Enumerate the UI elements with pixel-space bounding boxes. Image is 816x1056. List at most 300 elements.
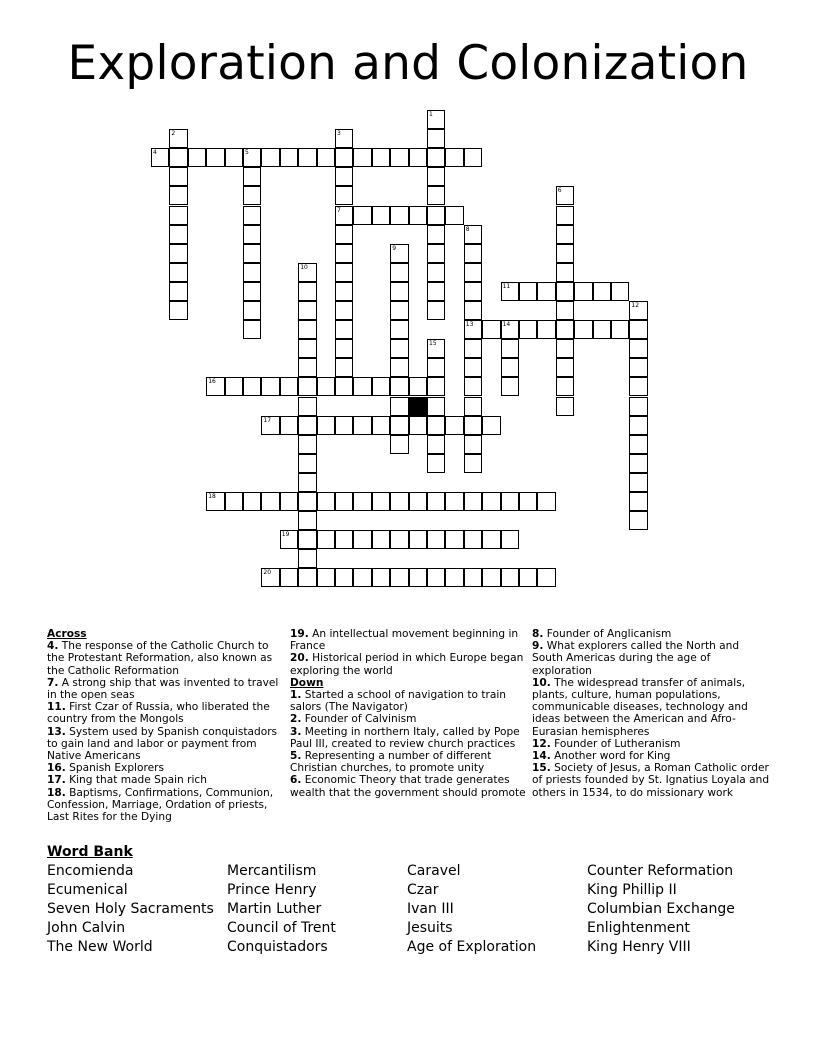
- word-bank-item: The New World: [47, 939, 153, 955]
- grid-cell[interactable]: [206, 148, 224, 167]
- grid-cell[interactable]: [629, 416, 647, 435]
- grid-cell[interactable]: [261, 148, 279, 167]
- grid-cell[interactable]: [593, 320, 611, 339]
- clue-text: King that made Spain rich: [69, 774, 207, 787]
- grid-cell[interactable]: [556, 206, 574, 225]
- grid-cell[interactable]: [427, 167, 445, 186]
- clue-number: 3: [337, 130, 341, 138]
- grid-cell[interactable]: [390, 282, 408, 301]
- grid-cell[interactable]: [464, 492, 482, 511]
- grid-cell[interactable]: [445, 492, 463, 511]
- grid-cell[interactable]: [556, 244, 574, 263]
- clue-down: [532, 628, 770, 640]
- grid-cell[interactable]: [169, 206, 187, 225]
- grid-cell[interactable]: [280, 148, 298, 167]
- grid-cell[interactable]: [169, 129, 187, 148]
- grid-cell[interactable]: [427, 263, 445, 282]
- clue-num: 7.: [47, 676, 59, 689]
- grid-cell[interactable]: [261, 492, 279, 511]
- grid-cell[interactable]: [445, 568, 463, 587]
- grid-cell[interactable]: [427, 244, 445, 263]
- word-bank-item: Seven Holy Sacraments: [47, 901, 214, 917]
- grid-cell[interactable]: [464, 568, 482, 587]
- clue-num: 9.: [532, 640, 544, 653]
- grid-cell[interactable]: [445, 206, 463, 225]
- grid-cell[interactable]: [629, 377, 647, 396]
- grid-cell[interactable]: [298, 416, 316, 435]
- grid-cell[interactable]: [243, 263, 261, 282]
- grid-cell[interactable]: [390, 435, 408, 454]
- clue-across: [47, 762, 285, 774]
- grid-cell[interactable]: [243, 186, 261, 205]
- grid-cell[interactable]: [629, 339, 647, 358]
- grid-cell[interactable]: [206, 492, 224, 511]
- word-bank-item: Enlightenment: [587, 920, 690, 936]
- grid-cell[interactable]: [335, 320, 353, 339]
- clue-num: 14.: [532, 750, 551, 763]
- grid-cell[interactable]: [556, 358, 574, 377]
- grid-cell[interactable]: [243, 301, 261, 320]
- grid-cell[interactable]: [629, 511, 647, 530]
- clue-text: The response of the Catholic Church to the Protestant Reformation, also known as the Catholic Reformation: [47, 640, 273, 677]
- grid-cell[interactable]: [574, 282, 592, 301]
- grid-cell[interactable]: [390, 492, 408, 511]
- grid-cell[interactable]: [629, 397, 647, 416]
- clue-down: [290, 774, 528, 798]
- grid-cell[interactable]: [464, 301, 482, 320]
- grid-cell[interactable]: [445, 530, 463, 549]
- clue-number: 4: [153, 149, 157, 157]
- clue-across: [47, 726, 285, 763]
- grid-cell[interactable]: [464, 244, 482, 263]
- clue-across: [47, 640, 285, 677]
- grid-cell[interactable]: [335, 186, 353, 205]
- grid-cell[interactable]: [317, 416, 335, 435]
- grid-cell[interactable]: [372, 377, 390, 396]
- grid-cell[interactable]: [261, 416, 279, 435]
- clues-column-3: [532, 628, 770, 799]
- grid-cell[interactable]: [169, 225, 187, 244]
- clue-number: 12: [631, 302, 640, 309]
- clue-across: [47, 701, 285, 725]
- grid-cell[interactable]: [629, 320, 647, 339]
- grid-cell[interactable]: [537, 492, 555, 511]
- grid-cell[interactable]: [298, 511, 316, 530]
- grid-cell[interactable]: [317, 530, 335, 549]
- grid-cell[interactable]: [390, 263, 408, 282]
- grid-cell[interactable]: [188, 148, 206, 167]
- grid-cell[interactable]: [335, 206, 353, 225]
- grid-cell[interactable]: [629, 454, 647, 473]
- clue-number: 14: [502, 321, 511, 329]
- grid-cell[interactable]: [298, 358, 316, 377]
- grid-cell[interactable]: [335, 148, 353, 167]
- grid-cell[interactable]: [298, 530, 316, 549]
- clue-num: 3.: [290, 725, 302, 738]
- grid-cell[interactable]: [280, 492, 298, 511]
- grid-cell[interactable]: [169, 301, 187, 320]
- grid-cell[interactable]: [335, 244, 353, 263]
- clue-down: [532, 750, 770, 762]
- clue-text: Founder of Lutheranism: [554, 737, 681, 750]
- grid-cell[interactable]: [501, 282, 519, 301]
- grid-cell[interactable]: [556, 377, 574, 396]
- grid-cell[interactable]: [629, 435, 647, 454]
- grid-cell[interactable]: [427, 339, 445, 358]
- grid-cell[interactable]: [482, 416, 500, 435]
- grid-cell[interactable]: [464, 282, 482, 301]
- word-bank-item: John Calvin: [47, 920, 126, 936]
- grid-cell[interactable]: [353, 568, 371, 587]
- clue-num: 17.: [47, 774, 66, 787]
- word-bank-item: Jesuits: [407, 920, 453, 936]
- grid-cell[interactable]: [445, 148, 463, 167]
- clue-text: Meeting in northern Italy, called by Pope Paul III, created to review church practices: [290, 725, 520, 750]
- grid-cell[interactable]: [372, 148, 390, 167]
- grid-cell[interactable]: [206, 377, 224, 396]
- grid-cell[interactable]: [501, 358, 519, 377]
- grid-cell[interactable]: [243, 492, 261, 511]
- grid-cell[interactable]: [409, 530, 427, 549]
- grid-cell[interactable]: [427, 301, 445, 320]
- grid-cell[interactable]: [556, 282, 574, 301]
- grid-cell[interactable]: [427, 225, 445, 244]
- grid-cell[interactable]: [501, 568, 519, 587]
- grid-cell[interactable]: [409, 377, 427, 396]
- clue-text: A strong ship that was invented to travel in the open seas: [47, 676, 279, 702]
- grid-cell[interactable]: [372, 416, 390, 435]
- clue-number: 15: [429, 340, 437, 348]
- grid-cell[interactable]: [501, 492, 519, 511]
- grid-cell[interactable]: [298, 263, 316, 282]
- grid-cell[interactable]: [409, 492, 427, 511]
- clue-number: 2: [171, 130, 176, 138]
- grid-cell[interactable]: [464, 320, 482, 339]
- grid-cell[interactable]: [353, 377, 371, 396]
- clue-num: 11.: [47, 701, 66, 714]
- grid-cell[interactable]: [169, 263, 187, 282]
- grid-cell[interactable]: [427, 568, 445, 587]
- clue-number: 19: [281, 531, 290, 539]
- grid-cell[interactable]: [427, 377, 445, 396]
- clue-text: Another word for King: [554, 750, 671, 763]
- grid-cell[interactable]: [243, 282, 261, 301]
- grid-cell[interactable]: [298, 435, 316, 454]
- clue-num: 10.: [532, 676, 551, 689]
- grid-cell[interactable]: [537, 568, 555, 587]
- grid-cell[interactable]: [335, 339, 353, 358]
- grid-cell[interactable]: [464, 339, 482, 358]
- grid-cell[interactable]: [225, 148, 243, 167]
- grid-cell[interactable]: [519, 492, 537, 511]
- grid-cell[interactable]: [629, 473, 647, 492]
- grid-cell[interactable]: [298, 301, 316, 320]
- grid-cell[interactable]: [501, 377, 519, 396]
- grid-cell[interactable]: [317, 377, 335, 396]
- clue-num: 19.: [290, 628, 309, 640]
- clue-num: 20.: [290, 652, 309, 665]
- grid-cell[interactable]: [390, 397, 408, 416]
- grid-cell[interactable]: [280, 416, 298, 435]
- grid-cell[interactable]: [390, 339, 408, 358]
- grid-cell[interactable]: [353, 148, 371, 167]
- grid-cell[interactable]: [629, 301, 647, 320]
- grid-cell[interactable]: [427, 358, 445, 377]
- grid-cell[interactable]: [409, 568, 427, 587]
- grid-cell[interactable]: [574, 320, 592, 339]
- grid-cell[interactable]: [519, 568, 537, 587]
- grid-cell[interactable]: [169, 148, 187, 167]
- grid-cell[interactable]: [335, 568, 353, 587]
- grid-cell[interactable]: [335, 492, 353, 511]
- grid-cell[interactable]: [280, 530, 298, 549]
- grid-cell[interactable]: [169, 282, 187, 301]
- grid-cell[interactable]: [335, 129, 353, 148]
- grid-cell[interactable]: [261, 377, 279, 396]
- clue-number: 16: [208, 378, 216, 386]
- grid-cell[interactable]: [169, 167, 187, 186]
- clue-text: First Czar of Russia, who liberated the country from the Mongols: [47, 701, 270, 726]
- grid-cell[interactable]: [390, 358, 408, 377]
- grid-cell[interactable]: [611, 320, 629, 339]
- grid-cell[interactable]: [519, 282, 537, 301]
- grid-cell[interactable]: [390, 301, 408, 320]
- grid-cell[interactable]: [243, 377, 261, 396]
- grid-cell[interactable]: [317, 568, 335, 587]
- grid-cell[interactable]: [390, 206, 408, 225]
- grid-cell[interactable]: [169, 186, 187, 205]
- grid-cell[interactable]: [501, 339, 519, 358]
- grid-cell[interactable]: [556, 263, 574, 282]
- grid-cell[interactable]: [409, 148, 427, 167]
- grid-cell[interactable]: [298, 568, 316, 587]
- grid-cell[interactable]: [335, 416, 353, 435]
- grid-cell[interactable]: [390, 416, 408, 435]
- clue-number: 11: [502, 282, 511, 290]
- grid-cell[interactable]: [537, 282, 555, 301]
- clue-text: Baptisms, Confirmations, Communion, Confession, Marriage, Ordation of priests, Last Rites for the Dying: [47, 786, 274, 824]
- grid-cell[interactable]: [169, 244, 187, 263]
- grid-cell[interactable]: [335, 377, 353, 396]
- grid-cell[interactable]: [151, 148, 169, 167]
- clue-across: [47, 677, 285, 701]
- clue-text: The widespread transfer of animals, plants, culture, human populations, communicable diseases, technology and ideas between the American and Afro-Eurasian hemispheres: [532, 676, 748, 738]
- clue-number: 6: [557, 187, 562, 195]
- grid-cell[interactable]: [556, 301, 574, 320]
- grid-cell[interactable]: [427, 435, 445, 454]
- word-bank-item: Council of Trent: [227, 920, 336, 936]
- grid-cell[interactable]: [427, 454, 445, 473]
- clue-number: 1: [429, 111, 433, 118]
- clues-column-2: [290, 628, 528, 799]
- grid-cell[interactable]: [298, 492, 316, 511]
- word-bank-item: Encomienda: [47, 863, 134, 879]
- word-bank-item: Counter Reformation: [587, 863, 734, 879]
- grid-cell[interactable]: [390, 244, 408, 263]
- word-bank-item: Age of Exploration: [407, 939, 537, 955]
- clue-text: Society of Jesus, a Roman Catholic order of priests founded by St. Ignatius Loyala and others in 1534, to do missionary work: [532, 762, 770, 799]
- grid-cell[interactable]: [335, 282, 353, 301]
- word-bank-column: [587, 862, 735, 957]
- grid-cell[interactable]: [298, 320, 316, 339]
- word-bank-column: [47, 862, 214, 957]
- grid-cell[interactable]: [390, 568, 408, 587]
- grid-cell[interactable]: [298, 549, 316, 568]
- grid-cell[interactable]: [390, 530, 408, 549]
- grid-cell[interactable]: [427, 397, 445, 416]
- grid-cell[interactable]: [427, 110, 445, 129]
- grid-cell[interactable]: [427, 148, 445, 167]
- grid-cell[interactable]: [280, 568, 298, 587]
- clue-down: [532, 762, 770, 799]
- clue-number: 7: [337, 206, 341, 214]
- grid-cell[interactable]: [427, 492, 445, 511]
- clue-num: 1.: [290, 689, 302, 702]
- clue-down: [532, 677, 770, 738]
- grid-cell[interactable]: [482, 530, 500, 549]
- clue-number: 13: [465, 321, 474, 329]
- grid-cell[interactable]: [335, 358, 353, 377]
- grid-cell[interactable]: [427, 186, 445, 205]
- grid-cell[interactable]: [243, 320, 261, 339]
- word-bank-item: Czar: [407, 882, 439, 898]
- grid-cell[interactable]: [280, 377, 298, 396]
- word-bank-item: Ecumenical: [47, 882, 128, 898]
- grid-cell[interactable]: [409, 416, 427, 435]
- grid-cell[interactable]: [464, 263, 482, 282]
- grid-cell[interactable]: [390, 320, 408, 339]
- grid-cell[interactable]: [298, 397, 316, 416]
- word-bank-title: Word Bank: [47, 844, 133, 860]
- grid-cell[interactable]: [298, 454, 316, 473]
- clue-num: 4.: [47, 640, 59, 653]
- grid-cell[interactable]: [556, 225, 574, 244]
- grid-cell[interactable]: [464, 435, 482, 454]
- grid-cell[interactable]: [243, 244, 261, 263]
- page-title: Exploration and Colonization: [67, 36, 749, 91]
- word-bank-column: [407, 862, 536, 957]
- grid-cell[interactable]: [317, 148, 335, 167]
- grid-cell[interactable]: [298, 282, 316, 301]
- grid-cell[interactable]: [629, 358, 647, 377]
- grid-cell[interactable]: [427, 206, 445, 225]
- grid-cell[interactable]: [464, 225, 482, 244]
- clue-text: Spanish Explorers: [69, 762, 164, 775]
- clue-text: Founder of Anglicanism: [546, 628, 672, 640]
- grid-cell[interactable]: [243, 148, 261, 167]
- clue-number: 9: [392, 244, 397, 252]
- clue-number: 17: [263, 416, 272, 424]
- clue-text: Historical period in which Europe began exploring the world: [290, 652, 524, 677]
- grid-cell[interactable]: [261, 568, 279, 587]
- grid-cell[interactable]: [556, 397, 574, 416]
- grid-cell[interactable]: [298, 339, 316, 358]
- down-header: Down: [290, 676, 324, 689]
- word-bank-item: Columbian Exchange: [587, 901, 735, 917]
- grid-cell[interactable]: [335, 301, 353, 320]
- grid-cell[interactable]: [464, 377, 482, 396]
- grid-cell[interactable]: [353, 530, 371, 549]
- grid-cell[interactable]: [335, 225, 353, 244]
- grid-cell[interactable]: [593, 282, 611, 301]
- grid-cell[interactable]: [445, 416, 463, 435]
- grid-cell[interactable]: [335, 263, 353, 282]
- word-bank-item: King Henry VIII: [587, 939, 691, 955]
- grid-cell[interactable]: [225, 492, 243, 511]
- clue-number: 18: [208, 493, 216, 500]
- clue-text: System used by Spanish conquistadors to gain land and labor or payment from Native Americans: [47, 725, 278, 763]
- grid-cell[interactable]: [464, 148, 482, 167]
- grid-cell[interactable]: [427, 129, 445, 148]
- grid-cell[interactable]: [427, 530, 445, 549]
- clue-num: 6.: [290, 774, 302, 787]
- clue-text: Economic Theory that trade generates wealth that the government should promote: [290, 774, 526, 799]
- grid-cell[interactable]: [317, 492, 335, 511]
- grid-cell[interactable]: [298, 473, 316, 492]
- grid-cell[interactable]: [372, 492, 390, 511]
- grid-cell[interactable]: [353, 492, 371, 511]
- clue-across: [290, 628, 528, 652]
- clue-down: [290, 726, 528, 750]
- word-bank-item: King Phillip II: [587, 882, 677, 898]
- grid-cell[interactable]: [501, 320, 519, 339]
- grid-cell[interactable]: [501, 530, 519, 549]
- grid-cell[interactable]: [556, 186, 574, 205]
- grid-cell[interactable]: [556, 320, 574, 339]
- clue-across: [47, 787, 285, 824]
- grid-cell[interactable]: [335, 167, 353, 186]
- grid-cell[interactable]: [464, 530, 482, 549]
- clue-across: [290, 652, 528, 676]
- grid-cell[interactable]: [353, 416, 371, 435]
- grid-cell[interactable]: [519, 320, 537, 339]
- grid-cell[interactable]: [482, 492, 500, 511]
- grid-cell[interactable]: [390, 148, 408, 167]
- grid-cell[interactable]: [243, 167, 261, 186]
- grid-cell[interactable]: [390, 377, 408, 396]
- grid-cell[interactable]: [464, 397, 482, 416]
- word-bank-item: Martin Luther: [227, 901, 322, 917]
- grid-cell[interactable]: [372, 206, 390, 225]
- grid-cell[interactable]: [243, 206, 261, 225]
- clue-number: 5: [245, 149, 249, 157]
- grid-cell[interactable]: [482, 320, 500, 339]
- grid-cell[interactable]: [482, 568, 500, 587]
- grid-cell[interactable]: [427, 416, 445, 435]
- grid-cell[interactable]: [335, 530, 353, 549]
- black-cell: [409, 397, 427, 416]
- grid-cell[interactable]: [353, 206, 371, 225]
- grid-cell[interactable]: [243, 225, 261, 244]
- grid-cell[interactable]: [372, 568, 390, 587]
- grid-cell[interactable]: [629, 492, 647, 511]
- grid-cell[interactable]: [225, 377, 243, 396]
- clue-text: Founder of Calvinism: [304, 713, 417, 726]
- grid-cell[interactable]: [611, 282, 629, 301]
- word-bank-column: [227, 862, 336, 957]
- grid-cell[interactable]: [556, 339, 574, 358]
- grid-cell[interactable]: [427, 282, 445, 301]
- grid-cell[interactable]: [372, 530, 390, 549]
- grid-cell[interactable]: [464, 416, 482, 435]
- clue-text: What explorers called the North and South Americas during the age of exploration: [532, 640, 740, 677]
- grid-cell[interactable]: [464, 358, 482, 377]
- grid-cell[interactable]: [298, 148, 316, 167]
- grid-cell[interactable]: [409, 206, 427, 225]
- grid-cell[interactable]: [464, 454, 482, 473]
- grid-cell[interactable]: [298, 377, 316, 396]
- grid-cell[interactable]: [537, 320, 555, 339]
